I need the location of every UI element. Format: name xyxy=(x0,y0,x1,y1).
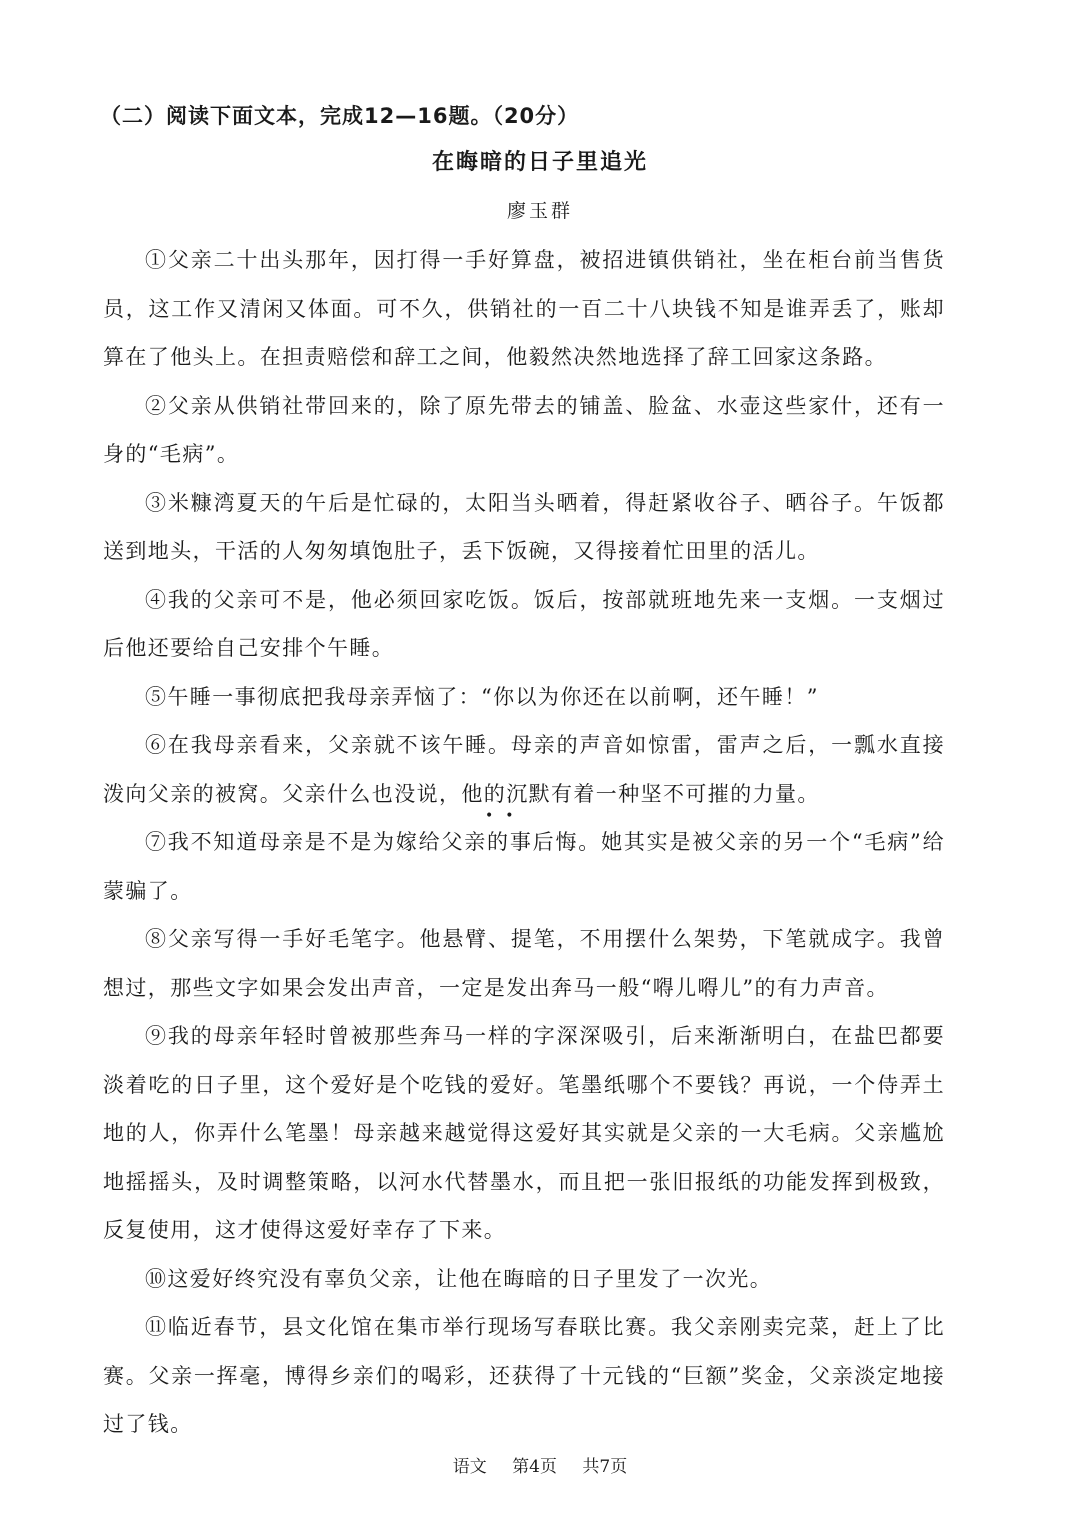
paragraph-1: ①父亲二十出头那年，因打得一手好算盘，被招进镇供销社，坐在柜台前当售货员，这工作又清闲又体面。可不久，供销社的一百二十八块钱不知是谁弄丢了，账却算在了他头上。在担责赔偿和辞工之间，他毅然决然地选择了辞工回家这条路。 xyxy=(103,248,945,369)
paragraph-7: ⑦我不知道母亲是不是为嫁给父亲的事后悔。她其实是被父亲的另一个“毛病”给蒙骗了。 xyxy=(103,830,945,903)
paragraph-11: ⑪临近春节，县文化馆在集市举行现场写春联比赛。我父亲刚卖完菜，赶上了比赛。父亲一挥毫，博得乡亲们的喝彩，还获得了十元钱的“巨额”奖金，父亲淡定地接过了钱。 xyxy=(103,1315,945,1436)
article-body xyxy=(103,236,945,1449)
paragraph-2: ②父亲从供销社带回来的，除了原先带去的铺盖、脸盆、水壶这些家什，还有一身的“毛病”。 xyxy=(103,393,945,466)
paragraph-4: ④我的父亲可不是，他必须回家吃饭。饭后，按部就班地先来一支烟。一支烟过后他还要给自己安排个午睡。 xyxy=(103,587,945,660)
paragraph-5: ⑤午睡一事彻底把我母亲弄恼了：“你以为你还在以前啊，还午睡！” xyxy=(145,684,819,709)
paragraph-6: ⑥在我母亲看来，父亲就不该午睡。母亲的声音如惊雷，雷声之后，一瓢水直接泼向父亲的被窝。父亲什么也没说，他的沉默有着一种坚不可摧的力量。 xyxy=(103,733,945,806)
emphasis-dots: •• xyxy=(485,808,526,824)
footer-page-number: 第4页 xyxy=(512,1457,557,1477)
paragraph-10: ⑩这爱好终究没有辜负父亲，让他在晦暗的日子里发了一次光。 xyxy=(145,1266,773,1291)
paragraph-9: ⑨我的母亲年轻时曾被那些奔马一样的字深深吸引，后来渐渐明白，在盐巴都要淡着吃的日子里，这个爱好是个吃钱的爱好。笔墨纸哪个不要钱？再说，一个侍弄土地的人，你弄什么笔墨！母亲越来越觉得这爱好其实就是父亲的一大毛病。父亲尴尬地摇摇头，及时调整策略，以河水代替墨水，而且把一张旧报纸的功能发挥到极致，反复使用，这才使得这爱好幸存了下来。 xyxy=(103,1024,945,1242)
article-author: 廖玉群 xyxy=(506,200,573,222)
footer-total-pages: 共7页 xyxy=(582,1457,628,1477)
paragraph-8: ⑧父亲写得一手好毛笔字。他悬臂、提笔，不用摆什么架势，下笔就成字。我曾想过，那些文字如果会发出声音，一定是发出奔马一般“嘚儿嘚儿”的有力声音。 xyxy=(103,927,945,1000)
section-heading: （二）阅读下面文本，完成12—16题。（20分） xyxy=(100,104,580,128)
page-footer xyxy=(0,1452,1080,1477)
article-title: 在晦暗的日子里追光 xyxy=(431,150,648,175)
paragraph-3: ③米糠湾夏天的午后是忙碌的，太阳当头晒着，得赶紧收谷子、晒谷子。午饭都送到地头，干活的人匆匆填饱肚子，丢下饭碗，又得接着忙田里的活儿。 xyxy=(103,490,945,563)
footer-subject: 语文 xyxy=(452,1457,487,1477)
